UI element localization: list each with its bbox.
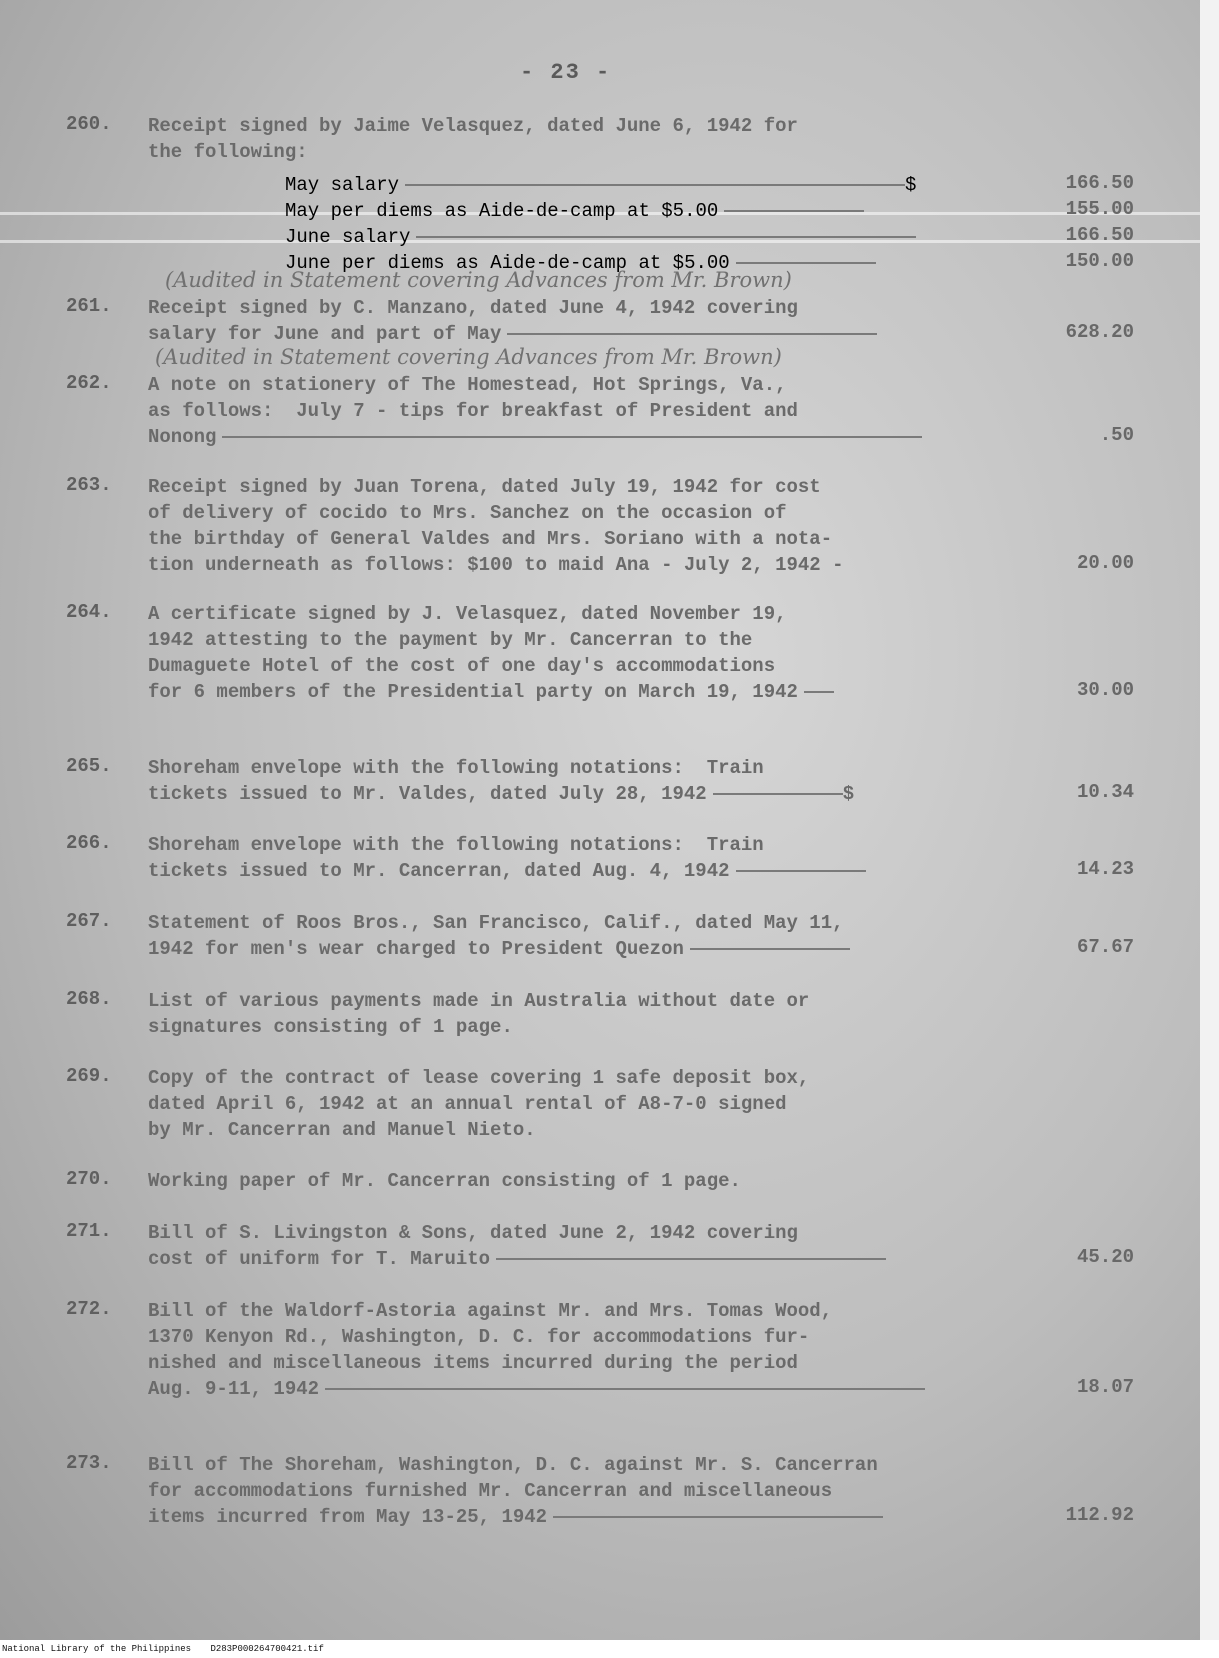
entry-260-items — [285, 172, 985, 276]
page-number: - 23 - — [520, 60, 612, 85]
line-item: May per diems as Aide-de-camp at $5.00 — [285, 198, 985, 224]
line-item: June salary — [285, 224, 985, 250]
line-item: May salary $ — [285, 174, 917, 196]
scanned-page: - 23 - 260. Receipt signed by Jaime Velasquez, dated June 6, 1942 for the following: May salary $ May per diems as Aide-de-camp at $5.00 June salary June per diems as Aide-de-camp at $5.00 166.50 155.00 166.50 150.00 (Audited in Statement covering Advances from Mr. Brown) 261. Receipt signed by C. Manzano, dated June 4, 1942 covering salary for June and part of May 628.20 (Audited in Statement covering Advances from Mr. Brown) 262. A note on stationery of The Homestead, Hot Springs, Va., as follows: July 7 - tips for breakfast of President and Nonong .50 263. Receipt signed by Juan Torena, dated July 19, 1942 for cost of delivery of cocido to Mrs. Sanchez on the occasion of the birthday of General Valdes and Mrs. Soriano with a nota- tion underneath as follows: $100 to maid Ana - July 2, 1942 - 20.00 264. A certificate signed by J. Velasquez, dated November 19, 1942 attesting to the payment by Mr. Cancerran to the Dumaguete Hotel of the cost of one day's accommodations for 6 members of the Presidential party on March 19, 1942 30.00 265. Shoreham envelope with the following notations: Train tickets issued to Mr. Valdes, dated July 28, 1942 $ 10.34 266. Shoreham envelope with the following notations: Train tickets issued to Mr. Cancerran, dated Aug. 4, 1942 14.23 267. Statement of Roos Bros., San Francisco, Calif., dated May 11, 1942 for men's wear charged to President Quezon 67.67 268. List of various payments made in Australia without date or signatures consisting of 1 page. 269. Copy of the contract of lease covering 1 safe deposit box, dated April 6, 1942 at an annual rental of A8-7-0 signed by Mr. Cancerran and Manuel Nieto. 270. Working paper of Mr. Cancerran consisting of 1 page. 271. Bill of S. Livingston & Sons, dated June 2, 1942 covering cost of uniform for T. Maruito 45.20 272. Bill of the Waldorf-Astoria against Mr. and Mrs. Tomas Wood, 1370 Kenyon Rd., Washington, D. C. for accommodations fur- nished and miscellaneous items incurred during the period Aug. 9-11, 1942 18.07 273. Bill of The Shoreham, Washington, D. C. against Mr. S. Cancerran for accommodations furnished Mr. Cancerran and miscellaneous items incurred from May 13-25, 1942 112.92 — [0, 0, 1200, 1640]
entry-text: Receipt signed by Jaime Velasquez, dated June 6, 1942 for the following: — [148, 115, 798, 163]
scan-margin — [1200, 0, 1219, 1640]
footer-filename: D283P000264700421.tif — [210, 1644, 324, 1654]
footer-library: National Library of the Philippines — [2, 1644, 192, 1654]
entry-number: 260. — [66, 113, 112, 135]
handwritten-note: (Audited in Statement covering Advances from Mr. Brown) — [165, 268, 792, 292]
handwritten-note: (Audited in Statement covering Advances from Mr. Brown) — [155, 345, 782, 369]
line-item: June per diems as Aide-de-camp at $5.00 — [285, 250, 985, 276]
scan-footer — [0, 1641, 1219, 1658]
